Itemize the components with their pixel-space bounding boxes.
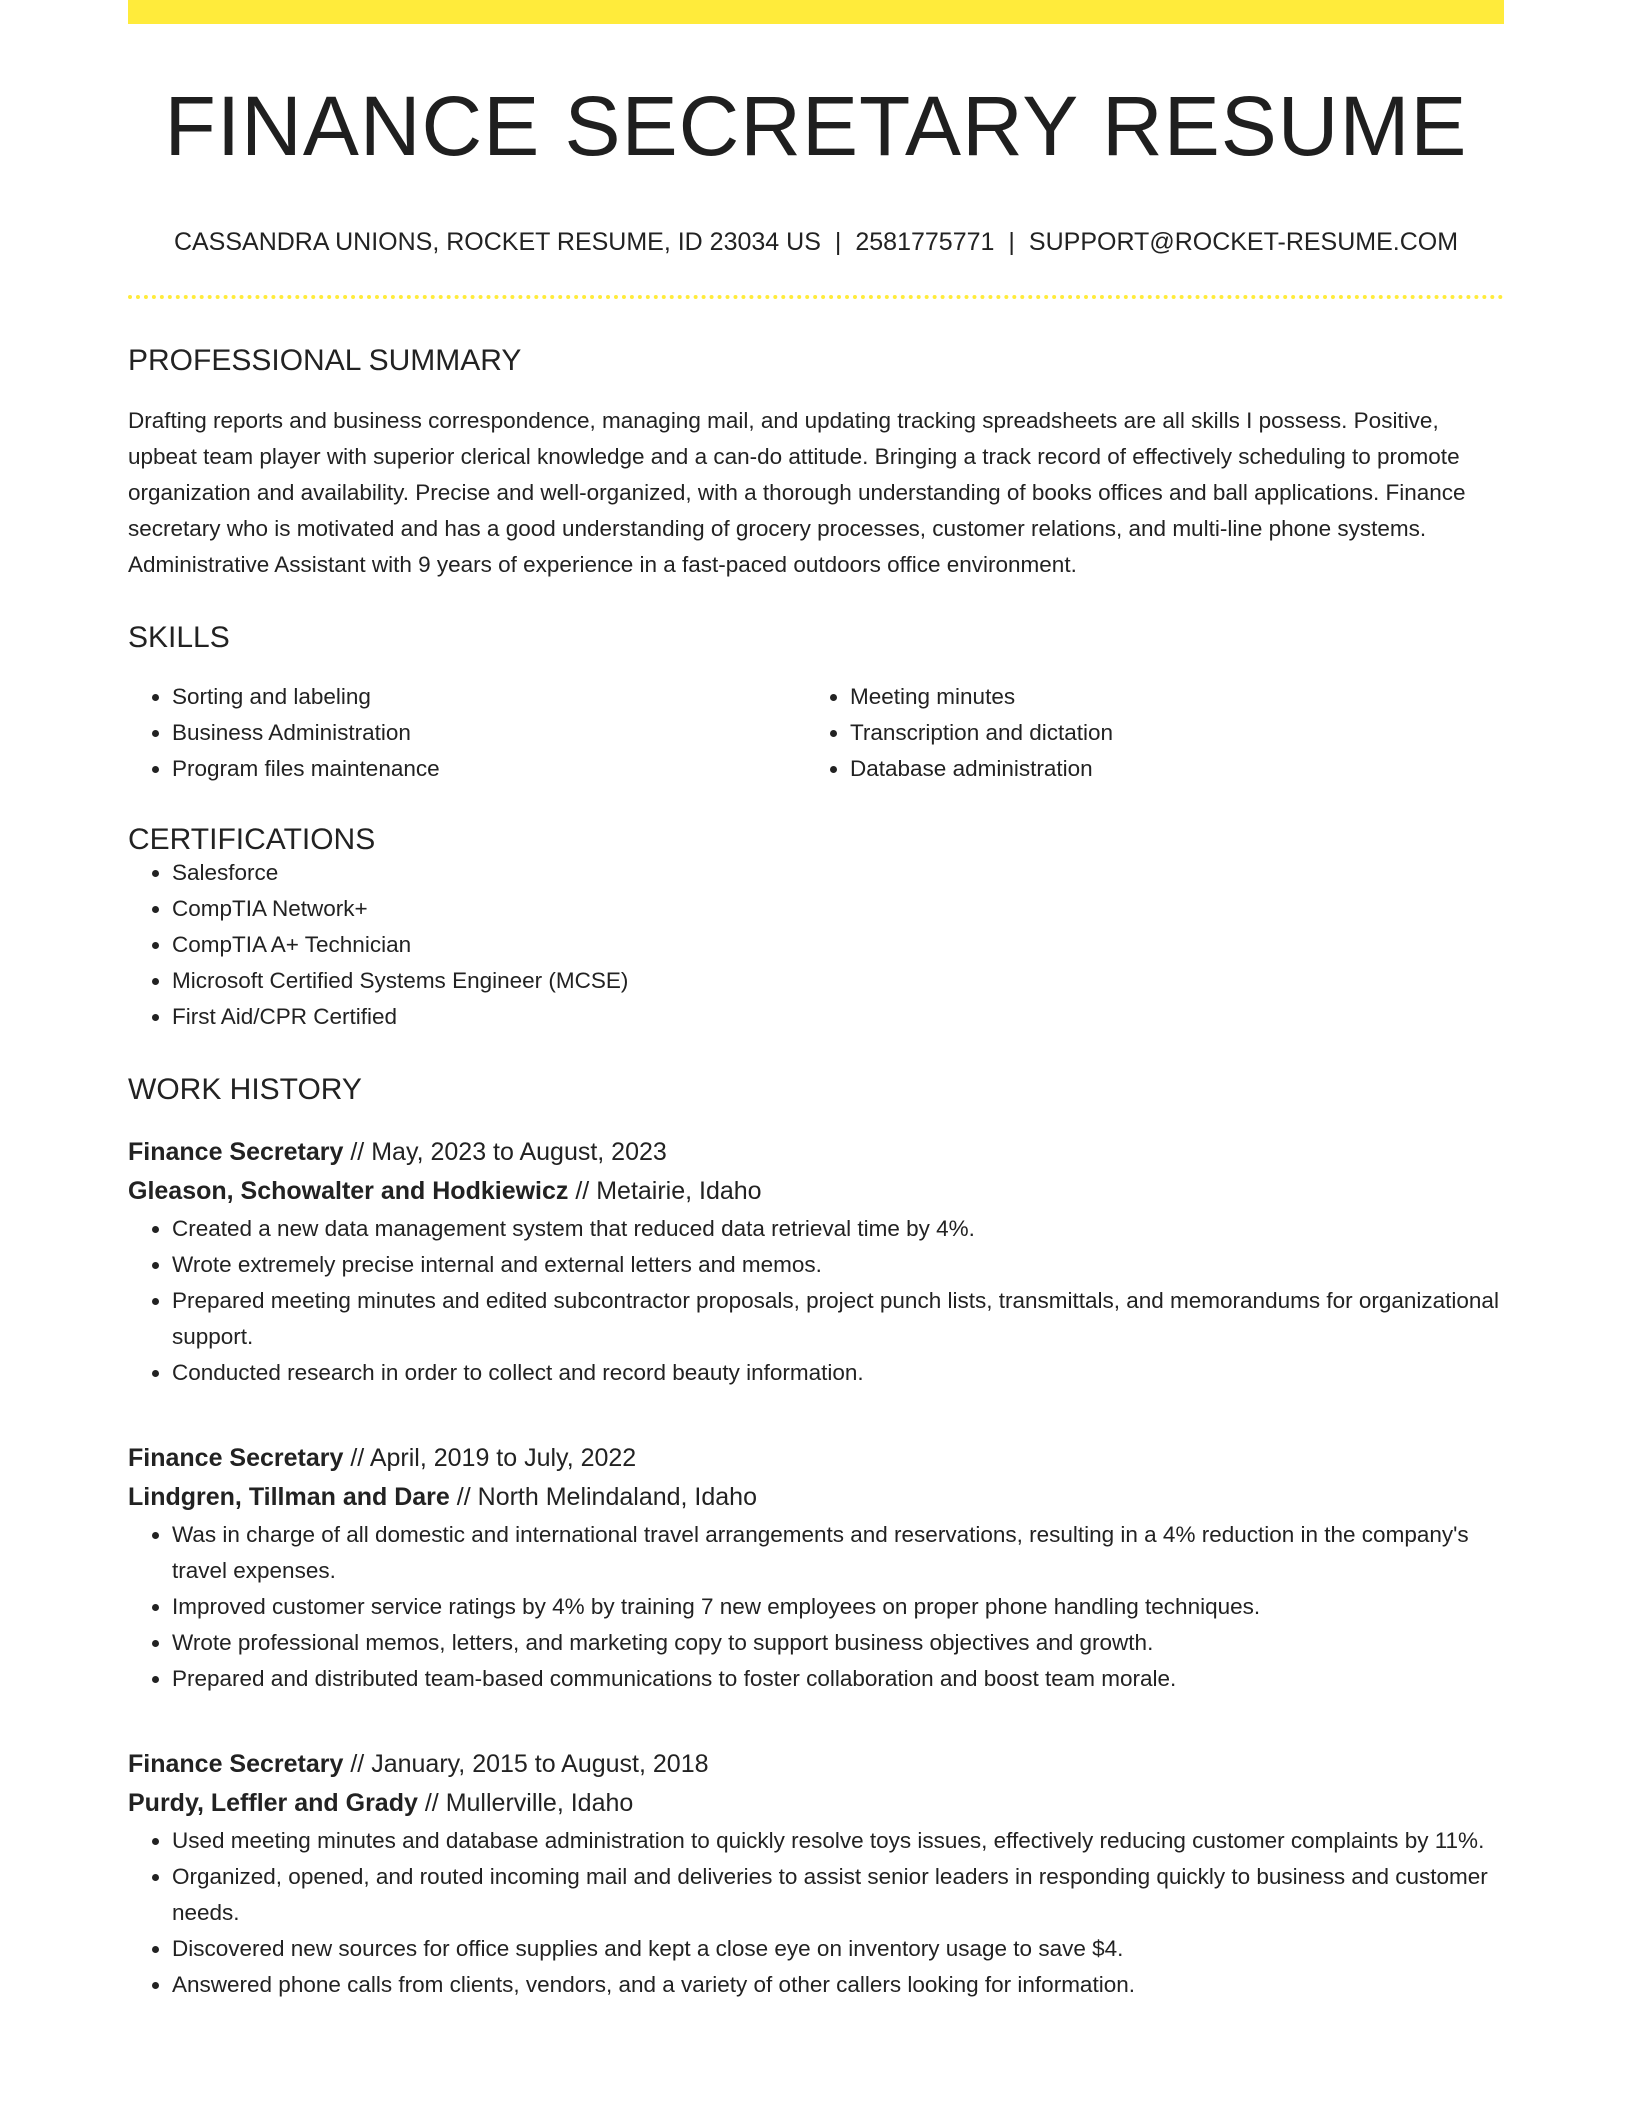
job-duty: • Conducted research in order to collect and record beauty information. bbox=[172, 1355, 1504, 1391]
job-duties-list bbox=[128, 1823, 1504, 2003]
job-duty: • Prepared and distributed team-based communications to foster collaboration and boost team morale. bbox=[172, 1661, 1504, 1697]
job-entry bbox=[128, 1439, 1504, 1697]
job-title-line bbox=[128, 1439, 1504, 1478]
contact-address: CASSANDRA UNIONS, ROCKET RESUME, ID 23034 US bbox=[173, 228, 821, 256]
contact-separator: | bbox=[1008, 228, 1015, 256]
contact-email: SUPPORT@ROCKET-RESUME.COM bbox=[1028, 228, 1459, 256]
job-company: Gleason, Schowalter and Hodkiewicz bbox=[128, 1177, 569, 1205]
skill-item: • Database administration bbox=[850, 751, 1484, 787]
job-divider: // bbox=[350, 1444, 365, 1472]
job-duty: • Improved customer service ratings by 4% by training 7 new employees on proper phone handling techniques. bbox=[172, 1589, 1504, 1625]
job-title-line bbox=[128, 1745, 1504, 1784]
skills-column-right bbox=[806, 679, 1484, 787]
skill-item: • Business Administration bbox=[172, 715, 806, 751]
resume-page bbox=[128, 0, 1504, 2003]
certification-item: • Microsoft Certified Systems Engineer (MCSE) bbox=[172, 963, 1504, 999]
job-duty: • Organized, opened, and routed incoming mail and deliveries to assist senior leaders in responding quickly to business and customer needs. bbox=[172, 1859, 1504, 1931]
job-title-line bbox=[128, 1133, 1504, 1172]
skill-item: • Transcription and dictation bbox=[850, 715, 1484, 751]
resume-title: FINANCE SECRETARY RESUME bbox=[164, 79, 1468, 173]
summary-heading: PROFESSIONAL SUMMARY bbox=[128, 344, 522, 377]
certification-item: • First Aid/CPR Certified bbox=[172, 999, 1504, 1035]
job-divider: // bbox=[350, 1750, 365, 1778]
accent-top-bar bbox=[128, 0, 1504, 24]
contact-line bbox=[128, 230, 1504, 255]
job-title: Finance Secretary bbox=[128, 1750, 344, 1778]
job-location: Mullerville, Idaho bbox=[445, 1789, 634, 1817]
job-duty: • Answered phone calls from clients, vendors, and a variety of other callers looking for information. bbox=[172, 1967, 1504, 2003]
certification-item: • CompTIA Network+ bbox=[172, 891, 1504, 927]
skills-column-left bbox=[128, 679, 806, 787]
job-duties-list bbox=[128, 1211, 1504, 1391]
job-duty: • Wrote professional memos, letters, and marketing copy to support business objectives and growth. bbox=[172, 1625, 1504, 1661]
skill-item: • Meeting minutes bbox=[850, 679, 1484, 715]
dotted-divider bbox=[128, 295, 1504, 299]
job-company-line bbox=[128, 1172, 1504, 1211]
job-company: Purdy, Leffler and Grady bbox=[128, 1789, 418, 1817]
job-dates: May, 2023 to August, 2023 bbox=[371, 1138, 667, 1166]
job-duty: • Discovered new sources for office supplies and kept a close eye on inventory usage to save $4. bbox=[172, 1931, 1504, 1967]
job-company-line bbox=[128, 1784, 1504, 1823]
certifications-heading: CERTIFICATIONS bbox=[128, 823, 376, 856]
job-divider: // bbox=[575, 1177, 590, 1205]
skills-grid bbox=[128, 679, 1504, 787]
job-divider: // bbox=[456, 1483, 471, 1511]
skills-list-right bbox=[806, 679, 1484, 787]
skill-item: • Program files maintenance bbox=[172, 751, 806, 787]
skills-heading: SKILLS bbox=[128, 621, 230, 654]
job-company-line bbox=[128, 1478, 1504, 1517]
job-divider: // bbox=[424, 1789, 439, 1817]
certification-item: • CompTIA A+ Technician bbox=[172, 927, 1504, 963]
job-dates: January, 2015 to August, 2018 bbox=[371, 1750, 709, 1778]
job-duty: • Wrote extremely precise internal and external letters and memos. bbox=[172, 1247, 1504, 1283]
certifications-list bbox=[128, 855, 1504, 1035]
skills-list-left bbox=[128, 679, 806, 787]
job-title: Finance Secretary bbox=[128, 1444, 344, 1472]
job-location: Metairie, Idaho bbox=[596, 1177, 762, 1205]
job-company: Lindgren, Tillman and Dare bbox=[128, 1483, 450, 1511]
contact-phone: 2581775771 bbox=[855, 228, 995, 256]
job-duties-list bbox=[128, 1517, 1504, 1697]
summary-text: Drafting reports and business correspondence, managing mail, and updating tracking spreadsheets are all skills I possess. Positive, upbeat team player with superior clerical knowledge and a can-do attitude. Bringing a track record of effectively scheduling to promote organization and availability. Precise and well-organized, with a thorough understanding of books offices and ball applications. Finance secretary who is motivated and has a good understanding of grocery processes, customer relations, and multi-line phone systems. Administrative Assistant with 9 years of experience in a fast-paced outdoors office environment. bbox=[128, 408, 1466, 577]
job-divider: // bbox=[350, 1138, 365, 1166]
work-history-heading: WORK HISTORY bbox=[128, 1073, 362, 1106]
job-duty: • Created a new data management system that reduced data retrieval time by 4%. bbox=[172, 1211, 1504, 1247]
job-entry bbox=[128, 1133, 1504, 1391]
job-title: Finance Secretary bbox=[128, 1138, 344, 1166]
contact-separator: | bbox=[834, 228, 842, 256]
job-duty: • Was in charge of all domestic and international travel arrangements and reservations, resulting in a 4% reduction in the company's travel expenses. bbox=[172, 1517, 1504, 1589]
job-dates: April, 2019 to July, 2022 bbox=[369, 1444, 637, 1472]
job-duty: • Used meeting minutes and database administration to quickly resolve toys issues, effectively reducing customer complaints by 11%. bbox=[172, 1823, 1504, 1859]
job-entry bbox=[128, 1745, 1504, 2003]
certification-item: • Salesforce bbox=[172, 855, 1504, 891]
job-duty: • Prepared meeting minutes and edited subcontractor proposals, project punch lists, transmittals, and memorandums for organizational support. bbox=[172, 1283, 1504, 1355]
skill-item: • Sorting and labeling bbox=[172, 679, 806, 715]
job-location: North Melindaland, Idaho bbox=[477, 1483, 757, 1511]
